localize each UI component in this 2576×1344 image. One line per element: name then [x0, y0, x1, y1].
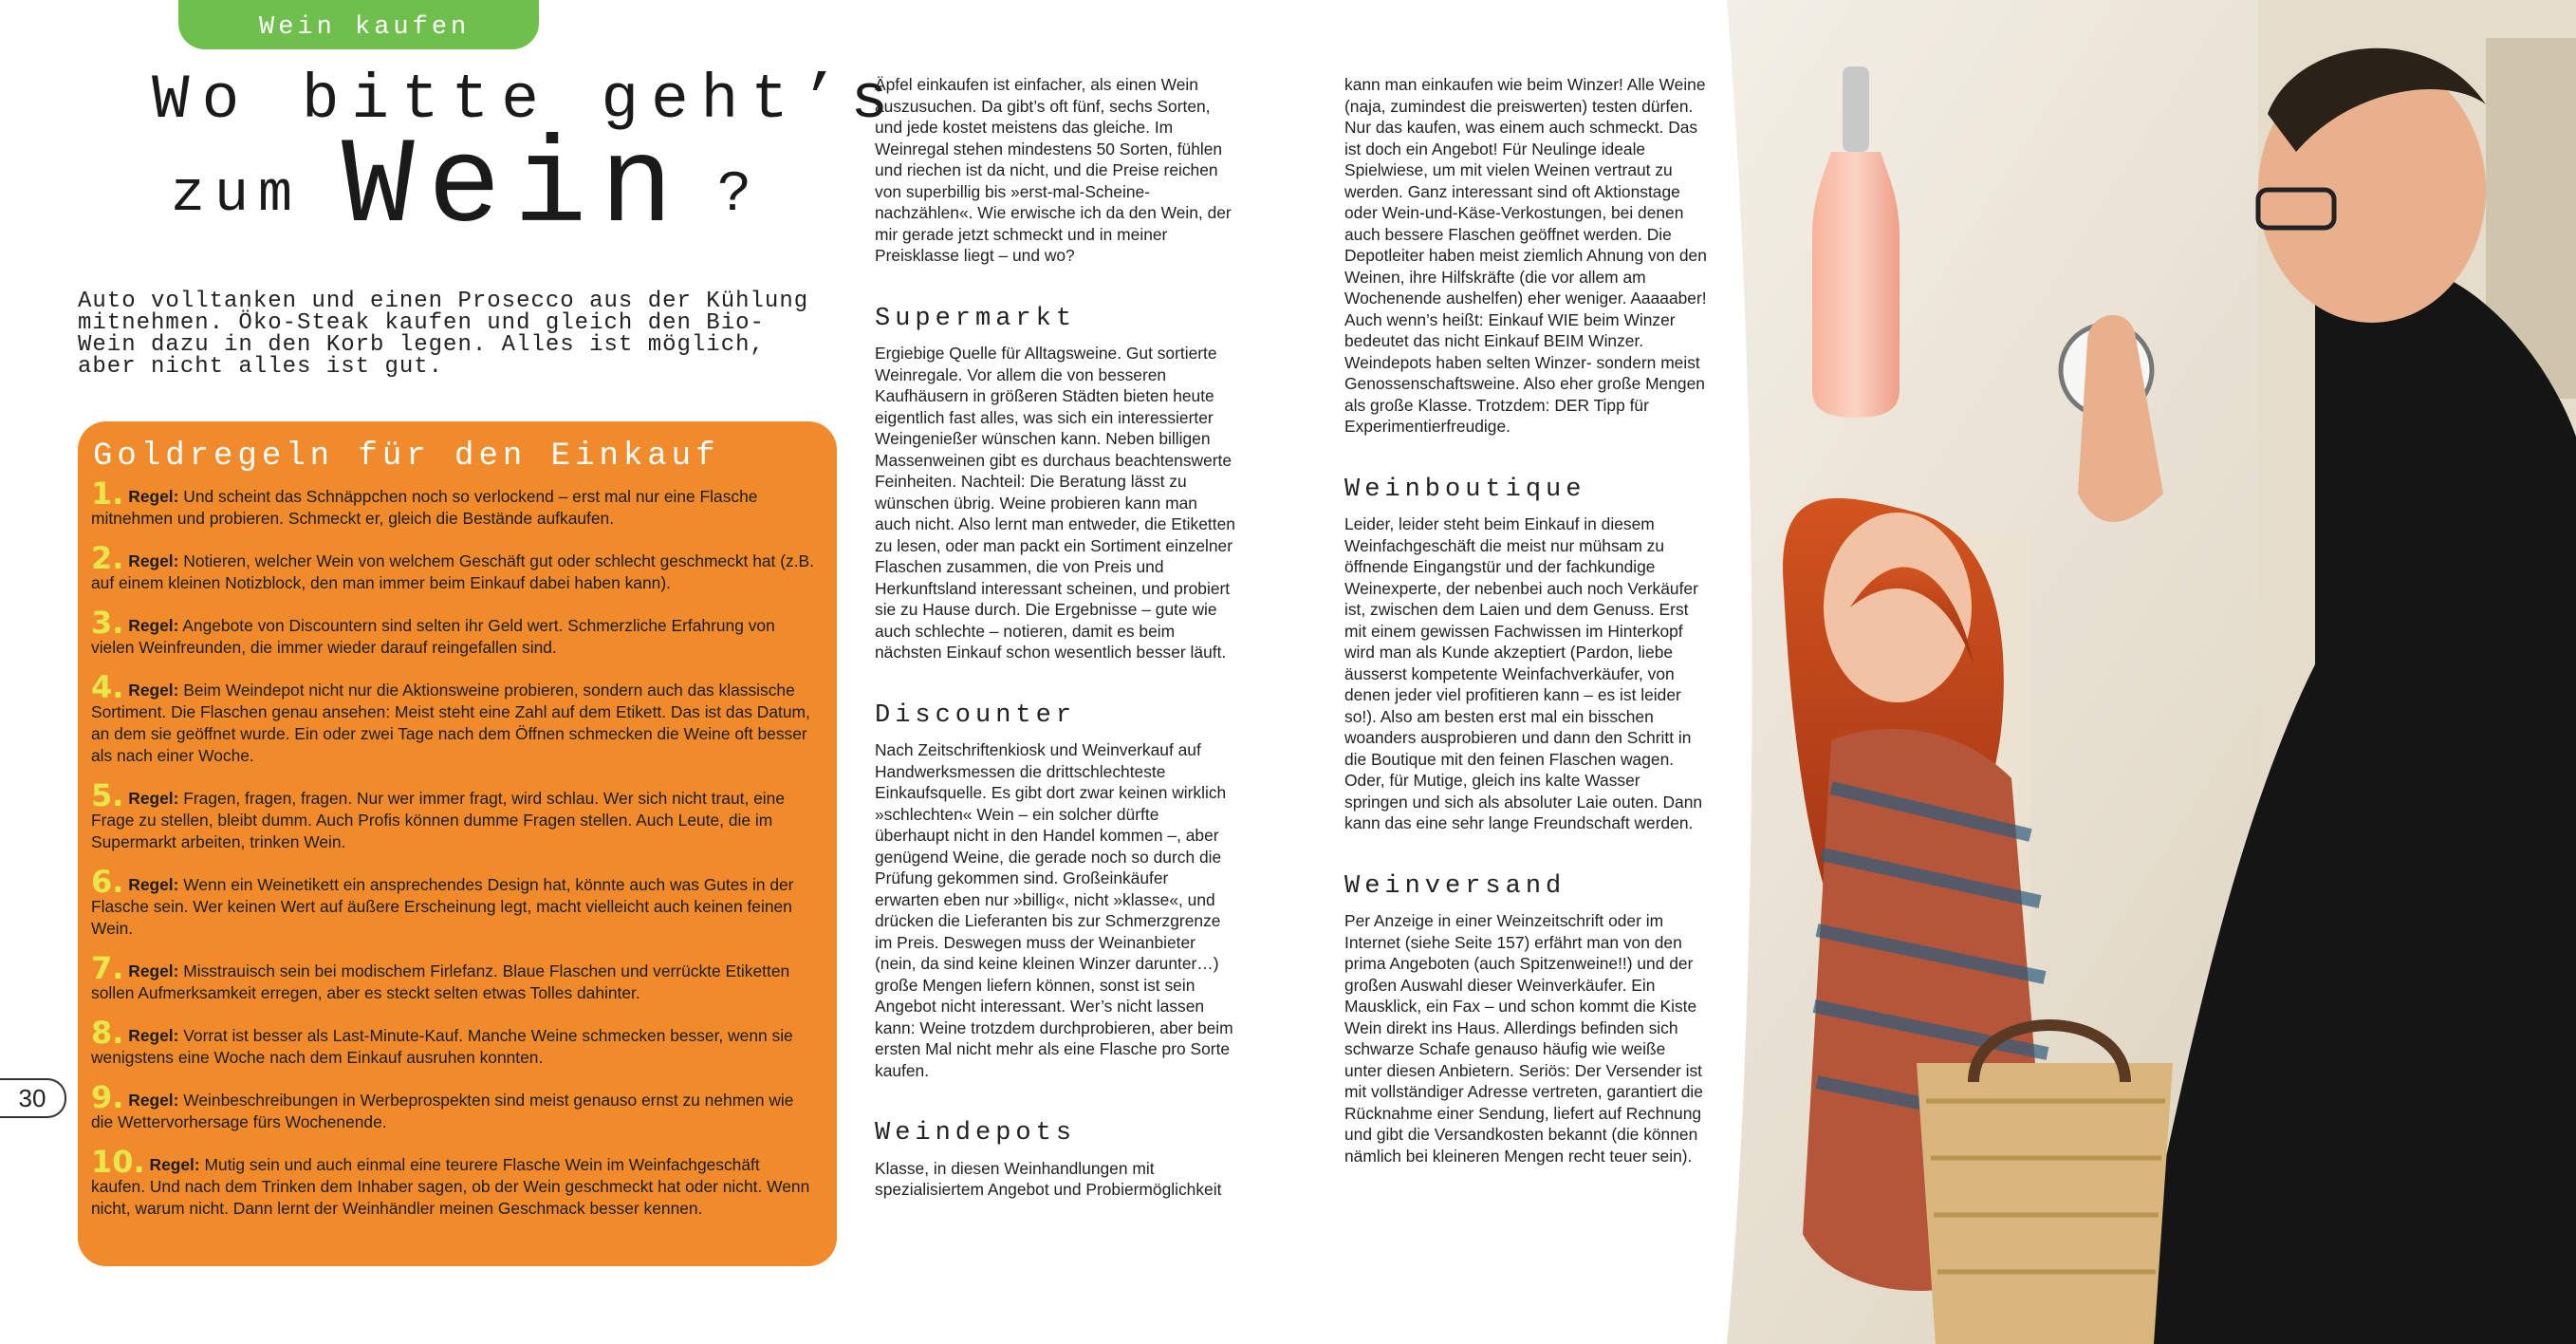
- rule-item: [91, 864, 816, 940]
- column2-lead: Äpfel einkaufen ist einfacher, als einen Wein auszusuchen. Da gibt’s oft fünf, sechs Sorten, und jede kostet meistens das gleiche. Im Weinregal stehen mindestens 50 Sorten, fühlen und riechen ist da nicht, und die Preise reichen von superbillig bis »erst-mal-Scheine-nachzählen«. Wie erwische ich da den Wein, der mir gerade jetzt schmeckt und in meiner Preisklasse liegt – und wo?: [875, 75, 1232, 265]
- rule-item: [91, 1015, 816, 1069]
- page-title-zum: zum: [171, 163, 303, 228]
- rule-number: 7.: [91, 950, 124, 986]
- rule-text: Vorrat ist besser als Last-Minute-Kauf. Manche Weine schmecken besser, wenn sie wenigstens eine Woche nach dem Einkauf ausruhen konnten.: [91, 1026, 793, 1067]
- wine-shop-photo: [1727, 0, 2576, 1344]
- page-number: 30: [0, 1078, 66, 1118]
- page-title-wein: Wein: [342, 120, 687, 257]
- rule-number: 9.: [91, 1079, 124, 1115]
- rule-number: 6.: [91, 864, 124, 900]
- heading-discounter: Discounter: [875, 700, 1077, 730]
- text-weinversand: Per Anzeige in einer Weinzeitschrift oder im Internet (siehe Seite 157) erfährt man von den prima Angeboten (auch Spitzenweine!!) und der großen Auswahl dieser Weinverkäufer. Ein Mausklick, ein Fax – und schon kommt die Kiste Wein direkt ins Haus. Allerdings befinden sich schwarze Schafe genauso häufig wie weiße unter diesen Anbietern. Seriös: Der Versender ist mit vollständiger Adresse vertreten, garantiert die Rücknahme einer Sendung, liefert auf Rechnung und gibt die Versandkosten bekannt (die können nämlich bei kleineren Mengen recht teuer sein).: [1344, 911, 1703, 1166]
- rule-text: Mutig sein und auch einmal eine teurere Flasche Wein im Weinfachgeschäft kaufen. Und nach dem Trinken dem Inhaber sagen, ob der Wein geschmeckt hat oder nicht. Wenn nicht, warum nicht. Dann lernt der Weinhändler meinen Geschmack besser kennen.: [91, 1155, 810, 1218]
- heading-supermarkt: Supermarkt: [875, 304, 1077, 333]
- column3-lead: kann man einkaufen wie beim Winzer! Alle Weine (naja, zumindest die preiswerten) testen dürfen. Nur das kaufen, was einem auch schmeckt. Das ist doch ein Angebot! Für Neulinge ideale Spielwiese, um mit vielen Weinen vertraut zu werden. Ganz interessant sind oft Aktionstage oder Wein-und-Käse-Verkostungen, bei denen auch bessere Flaschen geöffnet werden. Die Depotleiter haben meist ziemlich Ahnung von den Weinen, ihre Hilfskräfte (die vor allem am Wochenende aushelfen) eher weniger. Aaaaaber! Auch wenn’s heißt: Einkauf WIE beim Winzer bedeutet das nicht Einkauf BEIM Winzer. Weindepots haben selten Winzer- sondern meist Genossenschaftsweine. Also eher große Mengen als große Klasse. Trotzdem: DER Tipp für Experimentierfreudige.: [1344, 75, 1707, 436]
- rule-label: Regel:: [128, 789, 179, 808]
- rule-text: Wenn ein Weinetikett ein ansprechendes Design hat, könnte auch was Gutes in der Flasche sein. Wer keinen Wert auf äußere Erscheinung legt, macht vielleicht auch keinen feinen Wein.: [91, 875, 794, 938]
- rule-item: [91, 777, 816, 853]
- rule-number: 2.: [91, 540, 124, 576]
- rule-label: Regel:: [128, 551, 179, 570]
- rule-label: Regel:: [149, 1155, 200, 1174]
- rule-label: Regel:: [128, 875, 179, 894]
- rule-text: Misstrauisch sein bei modischem Firlefanz. Blaue Flaschen und verrückte Etiketten sollen Aufmerksamkeit erregen, aber es steckt selten etwas Tolles dahinter.: [91, 961, 790, 1002]
- rules-list: [91, 476, 816, 1220]
- rule-label: Regel:: [128, 1026, 179, 1045]
- column-2: [875, 74, 1235, 1201]
- rule-text: Beim Weindepot nicht nur die Aktionsweine probieren, sondern auch das klassische Sortiment. Die Flaschen genau ansehen: Meist steht eine Zahl auf dem Etikett. Das ist das Datum, an dem sie geöffnet wurde. Ein oder zwei Tage nach dem Öffnen schmecken die Weine oft besser als nach einer Woche.: [91, 681, 810, 765]
- page-title-question: ?: [717, 163, 752, 228]
- rule-number: 8.: [91, 1015, 124, 1051]
- rule-text: Weinbeschreibungen in Werbeprospekten sind meist genauso ernst zu nehmen wie die Wettervorhersage fürs Wochenende.: [91, 1091, 794, 1131]
- text-discounter: Nach Zeitschriftenkiosk und Weinverkauf auf Handwerksmessen die drittschlechteste Einkaufsquelle. Es gibt dort zwar keinen wirklich »schlechten« Wein – ein solcher dürfte überhaupt nicht in den Handel kommen –, aber genügend Weine, die gerade noch so durch die Prüfung gekommen sind. Großeinkäufer erwarten eben nur »billig«, nicht »klasse«, und drücken die Lieferanten bis zur Schmerzgrenze im Preis. Deswegen muss der Weinanbieter (nein, da sind keine kleinen Winzer darunter…) große Mengen liefern können, sonst ist sein Angebot nicht interessant. Wer’s nicht lassen kann: Weine trotzdem durchprobieren, aber beim ersten Mal nicht mehr als eine Flasche pro Sorte kaufen.: [875, 740, 1233, 1080]
- rule-item: [91, 1079, 816, 1133]
- rule-number: 3.: [91, 605, 124, 641]
- text-weinboutique: Leider, leider steht beim Einkauf in diesem Weinfachgeschäft die meist nur mühsam zu öffnende Eingangstür und der fachkundige Weinexperte, der nebenbei auch noch Verkäufer ist, zwischen dem Laien und dem Genuss. Erst mit einem gewissen Fachwissen im Hinterkopf wird man als Kunde akzeptiert (Pardon, liebe äusserst kompetente Weinfachverkäufer, von denen jeder viel profitieren kann – es ist leider so!). Also am besten erst mal ein bisschen woanders ausprobieren und dann den Schritt in die Boutique mit den feinen Flaschen wagen. Oder, für Mutige, gleich ins kalte Wasser springen und sich als absoluter Laie outen. Dann kann das eine sehr lange Freundschaft werden.: [1344, 514, 1703, 832]
- text-supermarkt: Ergiebige Quelle für Alltagsweine. Gut sortierte Weinregale. Vor allem die von besseren Kaufhäusern in größeren Städten bieten heute eigentlich fast alles, was sich ein interessierter Weingenießer wünschen kann. Neben billigen Massenweinen gibt es durchaus beachtenswerte Feinheiten. Nachteil: Die Beratung lässt zu wünschen übrig. Weine probieren kann man auch nicht. Also lernt man entweder, die Etiketten zu lesen, oder man packt ein Sortiment einzelner Flaschen zusammen, die von Preis und Herkunftsland interessant scheinen, und probiert sie zu Hause durch. Die Ergebnisse – gute wie auch schlechte – notieren, damit es beim nächsten Einkauf schon wesentlich besser läuft.: [875, 344, 1235, 662]
- rules-heading: Goldregeln für den Einkauf: [93, 439, 720, 475]
- rule-label: Regel:: [128, 487, 179, 506]
- rule-text: Und scheint das Schnäppchen noch so verlockend – erst mal nur eine Flasche mitnehmen und probieren. Schmeckt er, gleich die Bestände aufkaufen.: [91, 487, 758, 528]
- rule-text: Notieren, welcher Wein von welchem Geschäft gut oder schlecht geschmeckt hat (z.B. auf einem kleinen Notizblock, den man immer beim Einkauf dabei haben kann).: [91, 551, 814, 592]
- heading-weindepots: Weindepots: [875, 1119, 1077, 1148]
- rule-label: Regel:: [128, 681, 179, 700]
- rule-number: 10.: [91, 1144, 145, 1180]
- column-3: [1344, 74, 1707, 1167]
- text-weindepots: Klasse, in diesen Weinhandlungen mit spezialisiertem Angebot und Probiermöglichkeit: [875, 1158, 1222, 1199]
- rule-number: 1.: [91, 476, 124, 512]
- rule-item: [91, 950, 816, 1004]
- heading-weinboutique: Weinboutique: [1344, 475, 1586, 504]
- rule-item: [91, 476, 816, 530]
- page-title-line1: Wo bitte geht’s: [152, 65, 901, 136]
- rule-item: [91, 1144, 816, 1220]
- rule-number: 4.: [91, 669, 124, 705]
- rule-label: Regel:: [128, 1091, 179, 1110]
- rule-label: Regel:: [128, 616, 179, 635]
- intro-text: Auto volltanken und einen Prosecco aus der Kühlung mitnehmen. Öko-Steak kaufen und gleich den Bio-Wein dazu in den Korb legen. Alles ist möglich, aber nicht alles ist gut.: [78, 289, 809, 380]
- rule-item: [91, 605, 816, 659]
- section-tag: Wein kaufen: [178, 0, 539, 49]
- rule-number: 5.: [91, 777, 124, 813]
- rule-label: Regel:: [128, 961, 179, 980]
- rule-item: [91, 540, 816, 594]
- rule-text: Fragen, fragen, fragen. Nur wer immer fragt, wird schlau. Wer sich nicht traut, eine Frage zu stellen, bleibt dumm. Auch Profis können dumme Fragen stellen. Auch Leute, die im Supermarkt arbeiten, trinken Wein.: [91, 789, 785, 851]
- rule-text: Angebote von Discountern sind selten ihr Geld wert. Schmerzliche Erfahrung von vielen Weinfreunden, die immer wieder darauf reingefallen sind.: [91, 616, 775, 657]
- rules-box: [78, 421, 837, 1266]
- heading-weinversand: Weinversand: [1344, 871, 1566, 901]
- rule-item: [91, 669, 816, 767]
